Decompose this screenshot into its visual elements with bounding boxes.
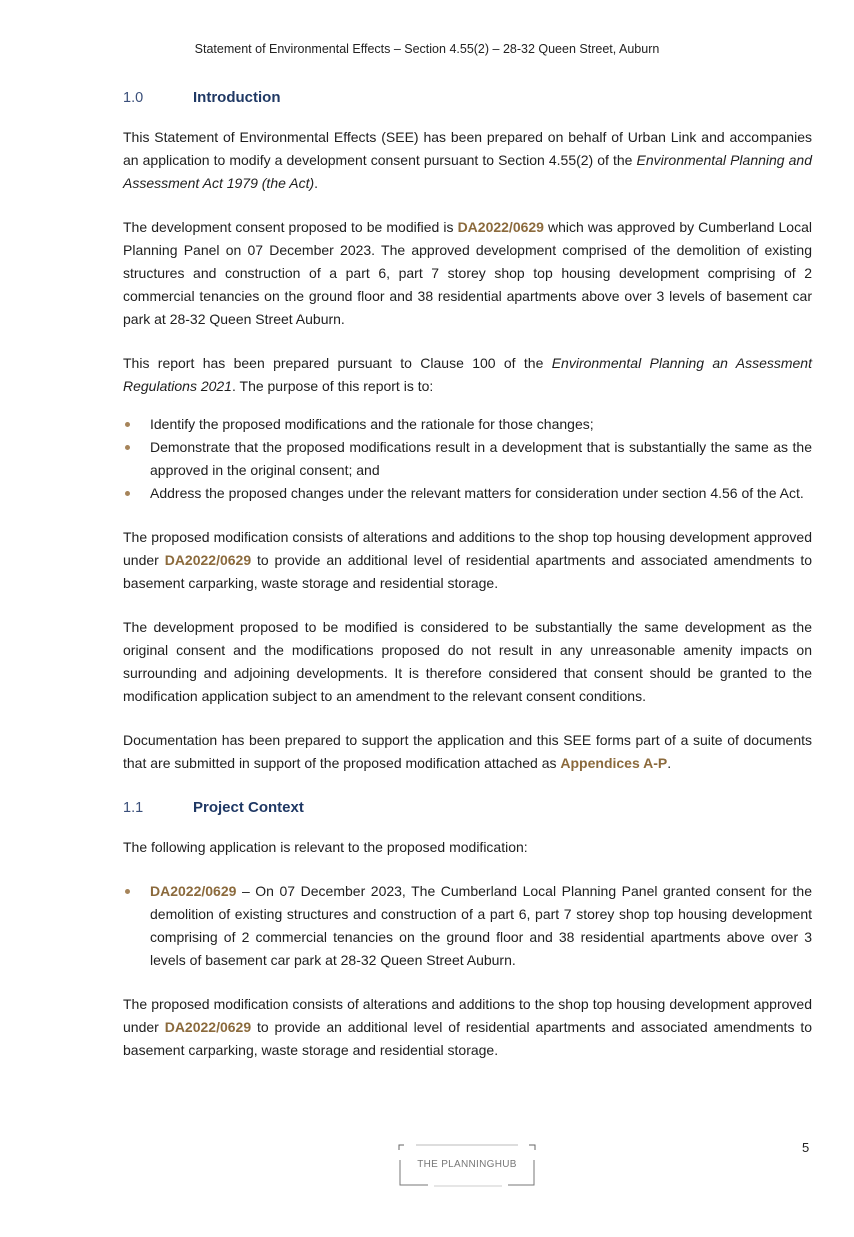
paragraph: This Statement of Environmental Effects (SEE) has been prepared on behalf of Urban Link and accompanies an application to modify a development consent pursuant to Section 4.55(2) of the Environmental Planning and Assessment Act 1979 (the Act).: [123, 129, 812, 191]
paragraph: The development consent proposed to be modified is DA2022/0629 which was approved by Cumberland Local Planning Panel on 07 December 2023. The approved development comprised of the demolition of existing structures and construction of a part 6, part 7 storey shop top housing development comprising of 2 commercial tenancies on the ground floor and 38 residential apartments above over 3 levels of basement car park at 28-32 Queen Street Auburn.: [123, 219, 812, 327]
consent-reference: DA2022/0629: [457, 219, 544, 235]
consent-reference: DA2022/0629: [150, 883, 237, 899]
section-title: Project Context: [193, 799, 304, 816]
paragraph: The proposed modification consists of alterations and additions to the shop top housing development approved under DA2022/0629 to provide an additional level of residential apartments and associated amendments to basement carparking, waste storage and residential storage.: [123, 529, 812, 591]
section-heading-introduction: [123, 86, 812, 110]
list-item: DA2022/0629 – On 07 December 2023, The Cumberland Local Planning Panel granted consent for the demolition of existing structures and construction of a part 6, part 7 storey shop top housing development comprising of 2 commercial tenancies on the ground floor and 38 residential apartments above over 3 levels of basement car park at 28-32 Queen Street Auburn.: [123, 880, 812, 972]
section-heading-project-context: [123, 796, 812, 820]
section-number: 1.0: [123, 90, 144, 106]
paragraph: This report has been prepared pursuant to Clause 100 of the Environmental Planning an Assessment Regulations 2021. The purpose of this report is to:: [123, 355, 812, 394]
list-item: Identify the proposed modifications and the rationale for those changes;: [123, 413, 812, 436]
paragraph: The development proposed to be modified is considered to be substantially the same development as the original consent and the modifications proposed do not result in any unreasonable amenity impacts on surrounding and adjoining developments. It is therefore considered that consent should be granted to the modification application subject to an amendment to the relevant consent conditions.: [123, 619, 812, 704]
planninghub-logo: [398, 1142, 536, 1188]
page-number: 5: [802, 1140, 810, 1155]
section-title: Introduction: [193, 89, 281, 106]
paragraph: The following application is relevant to the proposed modification:: [123, 839, 528, 855]
appendices-reference: Appendices A-P: [560, 755, 668, 771]
document-body: [123, 86, 812, 1062]
purpose-list: [123, 413, 812, 505]
consent-reference: DA2022/0629: [164, 1019, 252, 1035]
paragraph: The proposed modification consists of alterations and additions to the shop top housing development approved under DA2022/0629 to provide an additional level of residential apartments and associated amendments to basement carparking, waste storage and residential storage.: [123, 996, 812, 1058]
section-number: 1.1: [123, 800, 144, 816]
paragraph: Documentation has been prepared to support the application and this SEE forms part of a suite of documents that are submitted in support of the proposed modification attached as Appendices A-P.: [123, 732, 812, 771]
application-list: [123, 880, 812, 972]
list-item: Demonstrate that the proposed modifications result in a development that is substantially the same as the approved in the original consent; and: [123, 436, 812, 482]
page-header: Statement of Environmental Effects – Section 4.55(2) – 28-32 Queen Street, Auburn: [194, 42, 660, 56]
consent-reference: DA2022/0629: [164, 552, 252, 568]
logo-text: THE PLANNINGHUB: [417, 1159, 517, 1170]
list-item: Address the proposed changes under the relevant matters for consideration under section 4.56 of the Act.: [123, 482, 812, 505]
